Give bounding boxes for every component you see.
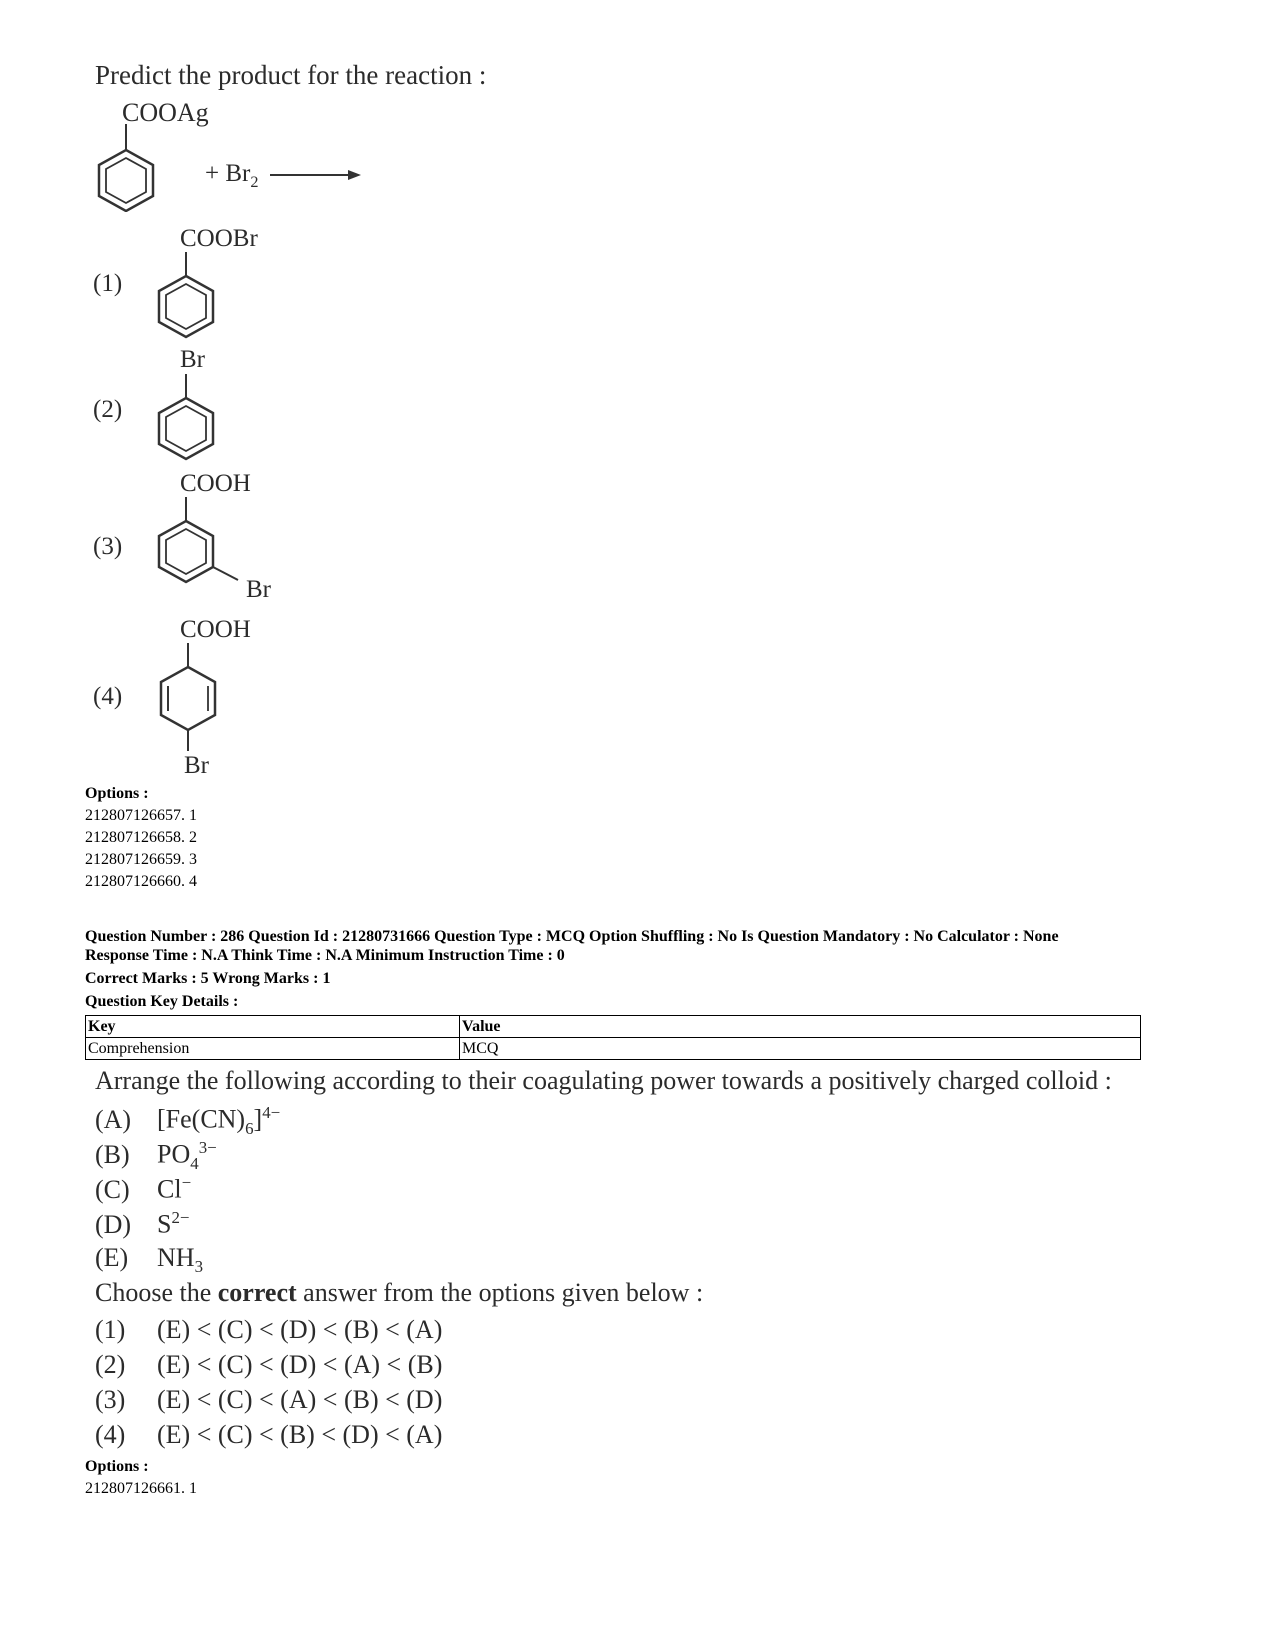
option-line: 212807126659. 3 xyxy=(85,851,197,868)
reagent-text: + Br xyxy=(205,160,251,187)
ion-charge: 3− xyxy=(198,1138,217,1157)
ion-base: [Fe(CN) xyxy=(157,1104,246,1134)
option-line: 212807126661. 1 xyxy=(85,1480,197,1497)
question1-prompt: Predict the product for the reaction : xyxy=(95,60,487,90)
ion-charge: − xyxy=(181,1173,192,1192)
question-meta-line1: Question Number : 286 Question Id : 21280731666 Question Type : MCQ Option Shuffling : No Is Question Mandatory : No Calculator : None xyxy=(85,928,1059,945)
choice-4-group-bottom: Br xyxy=(184,752,209,779)
key-details-heading: Question Key Details : xyxy=(85,993,239,1010)
ion-item-e xyxy=(95,1243,203,1277)
choose-text: answer from the options given below : xyxy=(296,1278,704,1307)
reaction-arrow xyxy=(268,168,363,182)
answer-choice xyxy=(95,1420,442,1450)
table-header-row xyxy=(86,1016,1141,1038)
table-header-cell: Key xyxy=(86,1016,460,1038)
ion-base: S xyxy=(157,1209,172,1239)
choice-2-label: (2) xyxy=(93,396,123,423)
choice-1-group-top: COOBr xyxy=(180,225,258,252)
options-heading-q1: Options : xyxy=(85,785,149,802)
choice-3-group-top: COOH xyxy=(180,470,251,497)
choice-1-benzene-ring xyxy=(150,250,222,340)
question-marks: Correct Marks : 5 Wrong Marks : 1 xyxy=(85,970,331,987)
choose-instruction xyxy=(95,1278,703,1308)
option-line: 212807126658. 2 xyxy=(85,829,197,846)
reagent-subscript: 2 xyxy=(250,173,259,191)
key-details-table xyxy=(85,1015,1141,1060)
ion-base: PO xyxy=(157,1139,191,1169)
table-row xyxy=(86,1038,1141,1060)
answer-choice xyxy=(95,1315,442,1345)
ion-item-d xyxy=(95,1208,189,1240)
ion-item-c xyxy=(95,1173,191,1205)
answer-choice xyxy=(95,1385,442,1415)
choice-2-benzene-ring xyxy=(150,372,222,462)
ion-label: (E) xyxy=(95,1243,129,1272)
choice-4-group-top: COOH xyxy=(180,616,251,643)
ion-label: (A) xyxy=(95,1104,132,1134)
question2-prompt: Arrange the following according to their coagulating power towards a positively charged colloid : xyxy=(95,1066,1112,1095)
choice-3-benzene-ring xyxy=(150,495,250,587)
ion-label: (C) xyxy=(95,1174,130,1204)
ion-subscript: 6 xyxy=(245,1118,254,1138)
choice-3-label: (3) xyxy=(93,533,123,560)
answer-label: (1) xyxy=(95,1315,126,1344)
choice-2-group-top: Br xyxy=(180,346,205,373)
choice-4-label: (4) xyxy=(93,683,123,710)
question-meta-line2: Response Time : N.A Think Time : N.A Minimum Instruction Time : 0 xyxy=(85,947,565,964)
options-heading-q2: Options : xyxy=(85,1458,149,1475)
answer-text: (E) < (C) < (A) < (B) < (D) xyxy=(157,1385,443,1414)
choose-text: Choose the xyxy=(95,1278,218,1307)
ion-item-a xyxy=(95,1103,280,1139)
ion-tail: ] xyxy=(253,1104,263,1134)
answer-label: (3) xyxy=(95,1385,126,1414)
ion-label: (B) xyxy=(95,1139,130,1169)
answer-choice xyxy=(95,1350,442,1380)
reagent-bromine xyxy=(205,160,258,192)
ion-item-b xyxy=(95,1138,217,1174)
answer-text: (E) < (C) < (B) < (D) < (A) xyxy=(157,1420,443,1449)
ion-base: Cl xyxy=(157,1174,182,1204)
answer-label: (2) xyxy=(95,1350,126,1379)
ion-subscript: 3 xyxy=(194,1257,204,1277)
choice-1-label: (1) xyxy=(93,270,123,297)
choice-4-benzene-ring xyxy=(150,641,230,753)
choose-bold: correct xyxy=(217,1278,297,1307)
answer-text: (E) < (C) < (D) < (B) < (A) xyxy=(157,1315,443,1344)
table-cell: MCQ xyxy=(460,1038,1141,1060)
choice-3-group-side: Br xyxy=(246,576,271,603)
table-cell: Comprehension xyxy=(86,1038,460,1060)
ion-label: (D) xyxy=(95,1209,132,1239)
option-line: 212807126660. 4 xyxy=(85,873,197,890)
answer-label: (4) xyxy=(95,1420,126,1449)
option-line: 212807126657. 1 xyxy=(85,807,197,824)
ion-subscript: 4 xyxy=(190,1153,199,1173)
answer-text: (E) < (C) < (D) < (A) < (B) xyxy=(157,1350,443,1379)
ion-charge: 4− xyxy=(262,1103,281,1122)
ion-charge: 2− xyxy=(171,1208,190,1227)
reactant-benzene-ring xyxy=(95,120,165,212)
reactant-group-label: COOAg xyxy=(122,98,209,127)
table-header-cell: Value xyxy=(460,1016,1141,1038)
ion-base: NH xyxy=(157,1243,195,1272)
